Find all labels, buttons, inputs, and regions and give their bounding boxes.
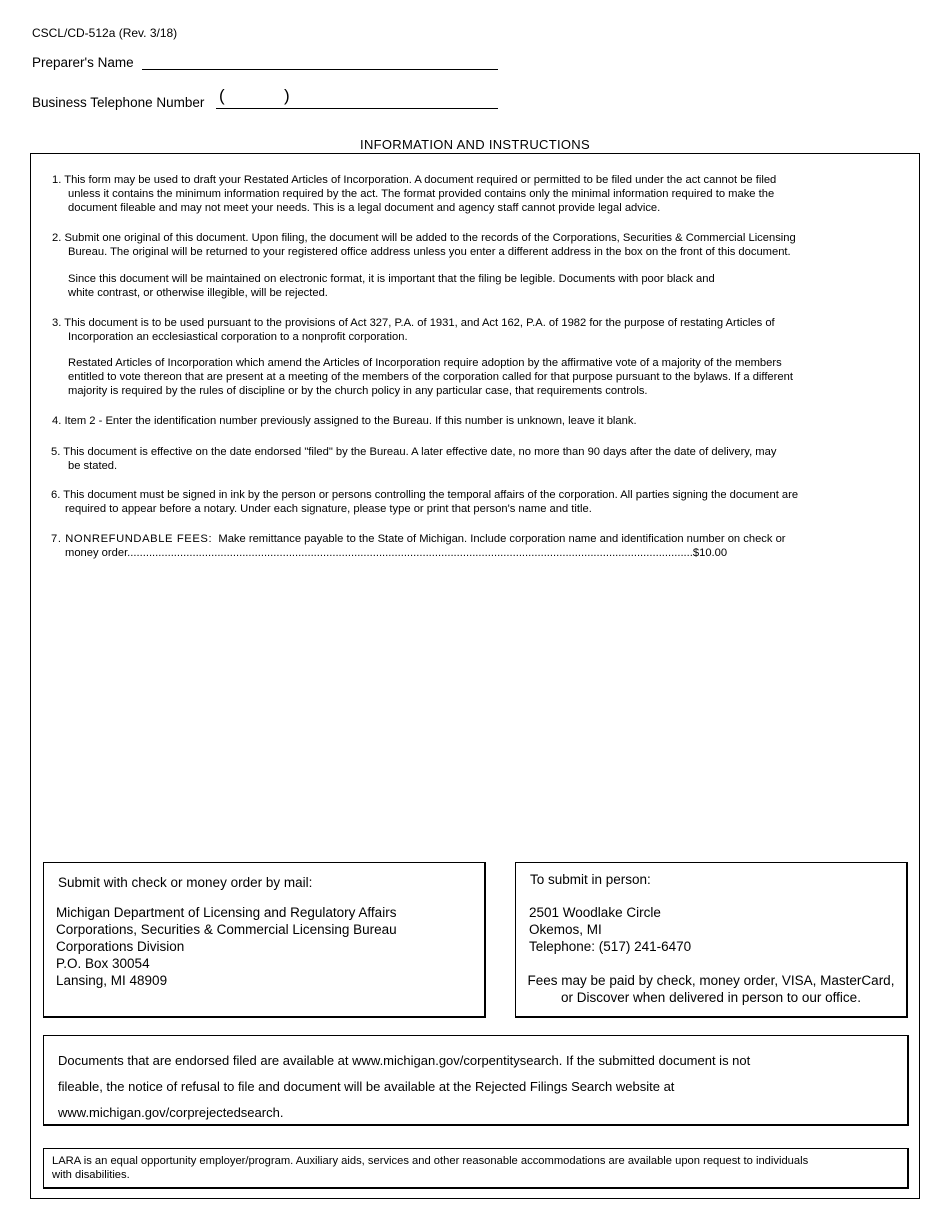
telephone-field[interactable] [216,108,498,109]
telephone-paren-close: ) [284,86,290,105]
instruction-line: Bureau. The original will be returned to your registered office address unless you enter a different address in the box on the front of this document. [68,246,791,258]
instruction-line: Incorporation an ecclesiastical corporation to a nonprofit corporation. [68,331,408,343]
telephone-paren-open: ( [219,86,225,105]
instruction-3 [52,316,775,344]
instruction-1 [52,173,776,215]
instruction-5 [51,445,776,473]
instruction-line: be stated. [68,460,118,472]
notice-line: LARA is an equal opportunity employer/program. Auxiliary aids, services and other reasonable accommodations are available upon request to individuals [52,1155,809,1167]
instruction-line: 3. This document is to be used pursuant to the provisions of Act 327, P.A. of 1931, and Act 162, P.A. of 1982 for the purpose of restating Articles of [52,317,775,329]
address-line: 2501 Woodlake Circle [529,905,661,920]
instruction-4 [52,414,637,428]
fee-amount-line: money order......................................................................................................................................................................................$10.00 [65,547,728,559]
mail-address [56,904,397,989]
instruction-line: 4. Item 2 - Enter the identification number previously assigned to the Bureau. If this number is unknown, leave it blank. [52,415,637,427]
address-line: P.O. Box 30054 [56,956,150,971]
preparer-name-field[interactable] [142,69,498,70]
instruction-line: white contrast, or otherwise illegible, will be rejected. [68,287,328,299]
instruction-line: 2. Submit one original of this document. Upon filing, the document will be added to the records of the Corporations, Securities & Commercial Licensing [52,232,796,244]
instruction-line: 1. This form may be used to draft your Restated Articles of Incorporation. A document required or permitted to be filed under the act cannot be filed [52,174,777,186]
instruction-7 [51,532,911,560]
payment-methods [515,972,907,1006]
instruction-line: entitled to vote thereon that are present at a meeting of the members of the corporation called for that purpose pursuant to the bylaws. If a different [68,371,793,383]
address-line: Corporations, Securities & Commercial Licensing Bureau [56,922,397,937]
address-line: Telephone: (517) 241-6470 [529,939,692,954]
instruction-line: unless it contains the minimum information required by the act. The format provided contains only the minimal information required to make the [68,188,775,200]
instruction-line: document fileable and may not meet your needs. This is a legal document and agency staff cannot provide legal advice. [68,202,661,214]
instruction-line: required to appear before a notary. Under each signature, please type or print that person's name and title. [65,503,592,515]
notice-line: fileable, the notice of refusal to file and document will be available at the Rejected Filings Search website at [58,1079,675,1094]
payment-line: Fees may be paid by check, money order, VISA, MasterCard, [527,973,895,988]
instruction-6 [51,488,798,516]
instruction-line: Restated Articles of Incorporation which amend the Articles of Incorporation require adoption by the affirmative vote of a majority of the members [68,357,782,369]
filed-notice [58,1048,750,1126]
address-line: Okemos, MI [529,922,602,937]
preparer-name-label: Preparer's Name [32,55,134,70]
payment-line: or Discover when delivered in person to our office. [561,990,861,1005]
lara-notice [52,1154,808,1182]
mail-heading: Submit with check or money order by mail: [58,875,313,890]
notice-line: with disabilities. [52,1169,130,1181]
address-line: Michigan Department of Licensing and Regulatory Affairs [56,905,397,920]
instruction-line: Make remittance payable to the State of Michigan. Include corporation name and identification number on check or [218,533,786,545]
instruction-line: majority is required by the rules of discipline or by the church policy in any particular case, that requirements controls. [68,385,648,397]
address-line: Corporations Division [56,939,185,954]
fees-heading: 7. NONREFUNDABLE FEES: [51,533,213,545]
telephone-label: Business Telephone Number [32,95,205,110]
instruction-2-note [68,272,715,300]
instructions-title: INFORMATION AND INSTRUCTIONS [360,137,590,152]
in-person-address [529,904,691,955]
instruction-line: 5. This document is effective on the date endorsed "filed" by the Bureau. A later effective date, no more than 90 days after the date of delivery, may [51,446,777,458]
notice-line: www.michigan.gov/corprejectedsearch. [58,1105,284,1120]
instruction-2 [52,231,796,259]
instruction-line: Since this document will be maintained on electronic format, it is important that the filing be legible. Documents with poor black and [68,273,715,285]
instruction-3-note [68,356,793,398]
form-id: CSCL/CD-512a (Rev. 3/18) [32,26,178,40]
in-person-heading: To submit in person: [530,872,651,887]
instruction-line: 6. This document must be signed in ink by the person or persons controlling the temporal affairs of the corporation. All parties signing the document are [51,489,799,501]
notice-line: Documents that are endorsed filed are available at www.michigan.gov/corpentitysearch. If the submitted document is not [58,1053,751,1068]
address-line: Lansing, MI 48909 [56,973,168,988]
